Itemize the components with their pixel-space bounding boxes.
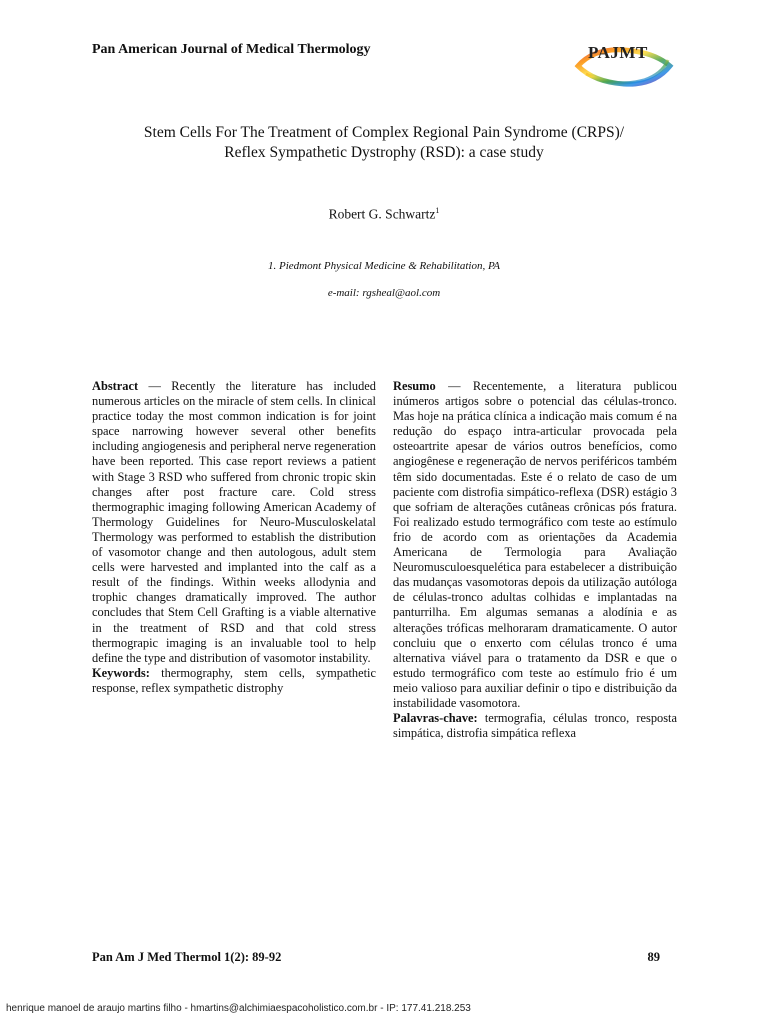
palavras-chave-paragraph xyxy=(393,711,677,741)
journal-logo xyxy=(574,30,674,88)
resumo-label: Resumo xyxy=(393,379,436,393)
author-email: e-mail: rgsheal@aol.com xyxy=(327,287,441,299)
title-line-1: Stem Cells For The Treatment of Complex Regional Pain Syndrome (CRPS)/ xyxy=(143,124,625,141)
abstract-label: Abstract xyxy=(92,379,139,393)
resumo-text: — Recentemente, a literatura publicou inúmeros artigos sobre o potencial das células-tronco. Mas hoje na prática clínica a indicação mais comum é na redução do espaço intra-articular provocada pela osteoartrite apesar de vários outros benefícios, como angiogênese e regeneração de nervos periféricos também têm sido documentadas. Este é o relato de caso de um paciente com distrofia simpático-reflexa (DSR) estágio 3 que sofriam de alterações cutâneas crônicas pós fratura. Foi realizado estudo termográfico com teste ao estímulo frio de acordo com as orientações da Academia Americana de Termologia para Avaliação Neuromusculoesquelética para estabelecer a distribuição das mudanças vasomotoras depois da utilização autóloga de células-tronco adultas colhidas e implantadas na panturrilha. Em algumas semanas a alodínia e as alterações tróficas melhoraram dramaticamente. O autor concluiu que o enxerto com células tronco é uma alternativa viável para o tratamento da DSR e que o estudo termográfico com teste ao estímulo frio é um meio valioso para auxiliar definir o tipo e distribuição da instabilidade vasomotora. xyxy=(393,379,677,710)
title-line-2: Reflex Sympathetic Dystrophy (RSD): a case study xyxy=(224,144,544,161)
palavras-chave-label: Palavras-chave: xyxy=(393,711,478,726)
keywords-paragraph xyxy=(92,666,376,696)
resumo-column xyxy=(393,379,677,741)
logo-text: PAJMT xyxy=(588,43,648,62)
affiliation: 1. Piedmont Physical Medicine & Rehabilitation, PA xyxy=(268,260,500,272)
keywords-label: Keywords: xyxy=(92,665,150,680)
author-affiliation-mark: 1 xyxy=(435,206,440,215)
article-title xyxy=(60,123,708,163)
footer-citation: Pan Am J Med Thermol 1(2): 89-92 xyxy=(92,950,282,964)
keywords-text: thermography, stem cells, sympathetic response, reflex sympathetic distrophy xyxy=(92,665,376,695)
abstract-column xyxy=(92,379,376,696)
resumo-paragraph xyxy=(393,379,677,711)
abstract-paragraph xyxy=(92,379,376,666)
abstract-text: — Recently the literature has included numerous articles on the miracle of stem cells. In clinical practice today the most common indication is for joint space narrowing however several other benefits including angiogenesis and peripheral nerve regeneration have been reported. This case report reviews a patient with Stage 3 RSD who suffered from chronic tropic skin changes after post fracture care. Cold stress thermographic imaging following American Academy of Thermology Guidelines for Neuro-Musculoskelatal Thermology was performed to establish the distribution of vasomotor change and then autologous, adult stem cells were harvested and implanted into the calf as a result of the findings. Within weeks allodynia and trophic changes dramatically improved. The author concludes that Stem Cell Grafting is a viable alternative in the treatment of RSD and that cold stress thermograpic imaging is an invaluable tool to help define the type and distribution of vasomotor instability. xyxy=(92,379,376,665)
palavras-chave-text: termografia, células tronco, resposta simpática, distrofia simpática reflexa xyxy=(393,711,677,741)
journal-title: Pan American Journal of Medical Thermology xyxy=(92,42,371,57)
author-name: Robert G. Schwartz xyxy=(328,206,436,222)
download-watermark: henrique manoel de araujo martins filho - hmartins@alchimiaespacoholistico.com.br - IP: 177.41.218.253 xyxy=(6,1003,471,1014)
author-line xyxy=(0,206,768,223)
page-number: 89 xyxy=(647,950,660,964)
